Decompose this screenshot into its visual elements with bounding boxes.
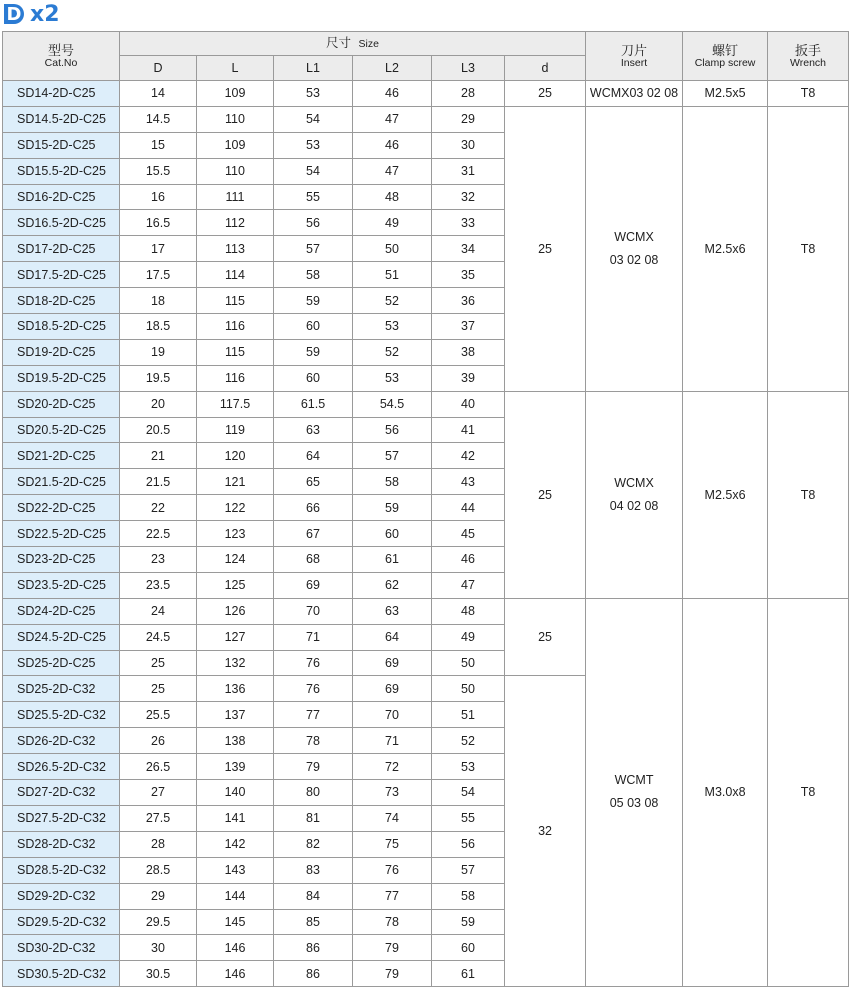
cell-cat-no: SD14-2D-C25 (3, 81, 120, 107)
cell-d: 26.5 (120, 754, 197, 780)
cell-l: 116 (197, 365, 274, 391)
cell-l2: 78 (353, 909, 432, 935)
cell-l: 117.5 (197, 391, 274, 417)
cell-cat-no: SD28-2D-C32 (3, 831, 120, 857)
cell-l3: 52 (432, 728, 505, 754)
cell-l1: 55 (274, 184, 353, 210)
cell-l: 126 (197, 598, 274, 624)
cell-l: 124 (197, 547, 274, 573)
cell-insert (586, 598, 683, 986)
header-clamp-screw: 螺钉 Clamp screw (683, 32, 768, 81)
cell-l3: 32 (432, 184, 505, 210)
page-title (4, 0, 60, 28)
cell-d: 14.5 (120, 106, 197, 132)
cell-cat-no: SD20.5-2D-C25 (3, 417, 120, 443)
cell-l1: 53 (274, 132, 353, 158)
cell-l: 136 (197, 676, 274, 702)
cell-l: 138 (197, 728, 274, 754)
cell-l2: 73 (353, 780, 432, 806)
cell-d: 20 (120, 391, 197, 417)
cell-l2: 76 (353, 857, 432, 883)
cell-d: 28.5 (120, 857, 197, 883)
cell-l1: 58 (274, 262, 353, 288)
cell-l3: 40 (432, 391, 505, 417)
cell-l2: 47 (353, 106, 432, 132)
cell-shank-d: 25 (505, 106, 586, 391)
cell-d: 15 (120, 132, 197, 158)
cell-wrench: T8 (768, 106, 849, 391)
cell-l3: 34 (432, 236, 505, 262)
cell-d: 29.5 (120, 909, 197, 935)
header-size: 尺寸 Size (120, 32, 586, 56)
cell-l1: 60 (274, 365, 353, 391)
cell-l: 116 (197, 314, 274, 340)
cell-l: 137 (197, 702, 274, 728)
cell-d: 23.5 (120, 572, 197, 598)
cell-clamp-screw: M2.5x6 (683, 106, 768, 391)
spec-table (2, 31, 849, 987)
cell-cat-no: SD16-2D-C25 (3, 184, 120, 210)
cell-cat-no: SD21-2D-C25 (3, 443, 120, 469)
cell-l: 114 (197, 262, 274, 288)
cell-d: 26 (120, 728, 197, 754)
cell-l2: 79 (353, 935, 432, 961)
cell-l3: 46 (432, 547, 505, 573)
cell-cat-no: SD22-2D-C25 (3, 495, 120, 521)
title-letter-badge: D (4, 4, 24, 24)
cell-l2: 46 (353, 132, 432, 158)
cell-insert (586, 106, 683, 391)
cell-l2: 63 (353, 598, 432, 624)
cell-l1: 54 (274, 158, 353, 184)
cell-l: 113 (197, 236, 274, 262)
cell-l2: 58 (353, 469, 432, 495)
table-body (3, 81, 849, 987)
header-wrench: 扳手 Wrench (768, 32, 849, 81)
insert-code-line: WCMT (614, 773, 654, 788)
cell-l3: 38 (432, 339, 505, 365)
cell-l2: 69 (353, 676, 432, 702)
cell-l2: 79 (353, 961, 432, 987)
cell-cat-no: SD19-2D-C25 (3, 339, 120, 365)
cell-l2: 60 (353, 521, 432, 547)
cell-cat-no: SD17.5-2D-C25 (3, 262, 120, 288)
cell-l: 132 (197, 650, 274, 676)
cell-l3: 35 (432, 262, 505, 288)
cell-l2: 53 (353, 314, 432, 340)
cell-l3: 44 (432, 495, 505, 521)
cell-cat-no: SD27.5-2D-C32 (3, 805, 120, 831)
cell-l1: 56 (274, 210, 353, 236)
header-col-l1: L1 (274, 56, 353, 81)
cell-insert (586, 391, 683, 598)
cell-cat-no: SD26-2D-C32 (3, 728, 120, 754)
cell-l3: 61 (432, 961, 505, 987)
cell-l: 109 (197, 132, 274, 158)
insert-code-line: WCMX03 02 08 (589, 85, 679, 100)
cell-l3: 60 (432, 935, 505, 961)
cell-l2: 46 (353, 81, 432, 107)
cell-d: 18.5 (120, 314, 197, 340)
cell-l1: 81 (274, 805, 353, 831)
cell-l3: 58 (432, 883, 505, 909)
cell-shank-d: 32 (505, 676, 586, 987)
cell-l3: 31 (432, 158, 505, 184)
cell-l3: 43 (432, 469, 505, 495)
cell-cat-no: SD30.5-2D-C32 (3, 961, 120, 987)
insert-code-line: 05 03 08 (609, 796, 659, 811)
cell-cat-no: SD15.5-2D-C25 (3, 158, 120, 184)
cell-l2: 51 (353, 262, 432, 288)
cell-l2: 49 (353, 210, 432, 236)
cell-l3: 57 (432, 857, 505, 883)
cell-d: 19 (120, 339, 197, 365)
cell-l1: 61.5 (274, 391, 353, 417)
cell-l1: 60 (274, 314, 353, 340)
cell-l3: 50 (432, 650, 505, 676)
cell-d: 21 (120, 443, 197, 469)
cell-l2: 69 (353, 650, 432, 676)
cell-cat-no: SD15-2D-C25 (3, 132, 120, 158)
cell-d: 16.5 (120, 210, 197, 236)
cell-l3: 41 (432, 417, 505, 443)
cell-l: 127 (197, 624, 274, 650)
cell-shank-d: 25 (505, 81, 586, 107)
cell-l1: 86 (274, 961, 353, 987)
cell-l2: 77 (353, 883, 432, 909)
cell-insert (586, 81, 683, 107)
cell-l: 110 (197, 106, 274, 132)
cell-l3: 53 (432, 754, 505, 780)
header-col-l: L (197, 56, 274, 81)
cell-l1: 76 (274, 650, 353, 676)
cell-l: 146 (197, 961, 274, 987)
cell-l1: 84 (274, 883, 353, 909)
cell-cat-no: SD24.5-2D-C25 (3, 624, 120, 650)
cell-l: 140 (197, 780, 274, 806)
cell-l: 110 (197, 158, 274, 184)
cell-cat-no: SD27-2D-C32 (3, 780, 120, 806)
cell-l: 144 (197, 883, 274, 909)
cell-cat-no: SD16.5-2D-C25 (3, 210, 120, 236)
cell-l2: 62 (353, 572, 432, 598)
table-row (3, 106, 849, 132)
cell-d: 29 (120, 883, 197, 909)
cell-l3: 30 (432, 132, 505, 158)
cell-d: 30 (120, 935, 197, 961)
cell-l2: 71 (353, 728, 432, 754)
cell-l1: 69 (274, 572, 353, 598)
cell-d: 16 (120, 184, 197, 210)
cell-l1: 83 (274, 857, 353, 883)
cell-wrench: T8 (768, 81, 849, 107)
cell-l2: 54.5 (353, 391, 432, 417)
cell-l2: 74 (353, 805, 432, 831)
cell-cat-no: SD18.5-2D-C25 (3, 314, 120, 340)
cell-l3: 54 (432, 780, 505, 806)
cell-l1: 57 (274, 236, 353, 262)
cell-l: 119 (197, 417, 274, 443)
cell-l1: 68 (274, 547, 353, 573)
cell-cat-no: SD26.5-2D-C32 (3, 754, 120, 780)
cell-l2: 50 (353, 236, 432, 262)
cell-d: 14 (120, 81, 197, 107)
cell-d: 20.5 (120, 417, 197, 443)
cell-d: 18 (120, 288, 197, 314)
cell-cat-no: SD14.5-2D-C25 (3, 106, 120, 132)
cell-l2: 61 (353, 547, 432, 573)
cell-cat-no: SD29.5-2D-C32 (3, 909, 120, 935)
header-col-l2: L2 (353, 56, 432, 81)
cell-d: 17.5 (120, 262, 197, 288)
cell-l2: 48 (353, 184, 432, 210)
cell-cat-no: SD20-2D-C25 (3, 391, 120, 417)
cell-d: 24 (120, 598, 197, 624)
cell-l: 139 (197, 754, 274, 780)
header-col-d-large: D (120, 56, 197, 81)
cell-l1: 79 (274, 754, 353, 780)
cell-l: 121 (197, 469, 274, 495)
cell-l3: 37 (432, 314, 505, 340)
cell-l2: 70 (353, 702, 432, 728)
cell-l1: 86 (274, 935, 353, 961)
cell-l3: 29 (432, 106, 505, 132)
header-cat-no: 型号 Cat.No (3, 32, 120, 81)
cell-d: 25 (120, 650, 197, 676)
cell-cat-no: SD19.5-2D-C25 (3, 365, 120, 391)
cell-l: 112 (197, 210, 274, 236)
header-insert: 刀片 Insert (586, 32, 683, 81)
cell-l1: 66 (274, 495, 353, 521)
cell-l: 115 (197, 339, 274, 365)
cell-l: 115 (197, 288, 274, 314)
cell-l1: 54 (274, 106, 353, 132)
cell-l2: 75 (353, 831, 432, 857)
cell-l1: 82 (274, 831, 353, 857)
cell-l3: 39 (432, 365, 505, 391)
cell-l1: 59 (274, 339, 353, 365)
cell-l2: 56 (353, 417, 432, 443)
cell-l1: 65 (274, 469, 353, 495)
header-col-l3: L3 (432, 56, 505, 81)
cell-l2: 47 (353, 158, 432, 184)
cell-cat-no: SD18-2D-C25 (3, 288, 120, 314)
cell-cat-no: SD28.5-2D-C32 (3, 857, 120, 883)
cell-l: 125 (197, 572, 274, 598)
cell-l3: 45 (432, 521, 505, 547)
cell-l3: 48 (432, 598, 505, 624)
cell-l1: 85 (274, 909, 353, 935)
cell-cat-no: SD25.5-2D-C32 (3, 702, 120, 728)
cell-wrench: T8 (768, 598, 849, 986)
cell-l2: 59 (353, 495, 432, 521)
cell-l3: 42 (432, 443, 505, 469)
cell-cat-no: SD22.5-2D-C25 (3, 521, 120, 547)
cell-cat-no: SD21.5-2D-C25 (3, 469, 120, 495)
cell-l: 111 (197, 184, 274, 210)
cell-cat-no: SD23.5-2D-C25 (3, 572, 120, 598)
cell-l: 109 (197, 81, 274, 107)
cell-l2: 64 (353, 624, 432, 650)
cell-cat-no: SD24-2D-C25 (3, 598, 120, 624)
cell-clamp-screw: M2.5x5 (683, 81, 768, 107)
cell-l: 146 (197, 935, 274, 961)
cell-l1: 76 (274, 676, 353, 702)
cell-l1: 63 (274, 417, 353, 443)
cell-d: 21.5 (120, 469, 197, 495)
cell-l3: 49 (432, 624, 505, 650)
cell-d: 24.5 (120, 624, 197, 650)
cell-l3: 33 (432, 210, 505, 236)
cell-l: 143 (197, 857, 274, 883)
cell-l3: 59 (432, 909, 505, 935)
cell-l3: 36 (432, 288, 505, 314)
insert-code-line: 03 02 08 (609, 252, 659, 267)
cell-l: 142 (197, 831, 274, 857)
cell-d: 19.5 (120, 365, 197, 391)
cell-l2: 52 (353, 339, 432, 365)
cell-d: 22.5 (120, 521, 197, 547)
table-row (3, 391, 849, 417)
cell-l1: 80 (274, 780, 353, 806)
cell-l: 122 (197, 495, 274, 521)
cell-d: 30.5 (120, 961, 197, 987)
cell-cat-no: SD25-2D-C25 (3, 650, 120, 676)
cell-d: 22 (120, 495, 197, 521)
cell-cat-no: SD23-2D-C25 (3, 547, 120, 573)
cell-l3: 56 (432, 831, 505, 857)
cell-l3: 47 (432, 572, 505, 598)
cell-cat-no: SD17-2D-C25 (3, 236, 120, 262)
table-row (3, 598, 849, 624)
cell-l: 120 (197, 443, 274, 469)
cell-l: 123 (197, 521, 274, 547)
cell-d: 27.5 (120, 805, 197, 831)
cell-l2: 52 (353, 288, 432, 314)
cell-l3: 28 (432, 81, 505, 107)
cell-d: 15.5 (120, 158, 197, 184)
cell-shank-d: 25 (505, 598, 586, 676)
cell-l1: 71 (274, 624, 353, 650)
insert-code-line: WCMX (614, 475, 654, 490)
cell-wrench: T8 (768, 391, 849, 598)
cell-l2: 53 (353, 365, 432, 391)
cell-l1: 59 (274, 288, 353, 314)
table-row (3, 81, 849, 107)
cell-l2: 72 (353, 754, 432, 780)
cell-l3: 50 (432, 676, 505, 702)
cell-d: 25.5 (120, 702, 197, 728)
cell-l1: 64 (274, 443, 353, 469)
cell-l1: 78 (274, 728, 353, 754)
cell-l3: 55 (432, 805, 505, 831)
cell-shank-d: 25 (505, 391, 586, 598)
cell-d: 28 (120, 831, 197, 857)
cell-d: 23 (120, 547, 197, 573)
cell-l2: 57 (353, 443, 432, 469)
cell-l1: 67 (274, 521, 353, 547)
insert-code-line: 04 02 08 (609, 498, 659, 513)
cell-l: 145 (197, 909, 274, 935)
cell-d: 27 (120, 780, 197, 806)
cell-l1: 77 (274, 702, 353, 728)
cell-l: 141 (197, 805, 274, 831)
cell-clamp-screw: M3.0x8 (683, 598, 768, 986)
cell-cat-no: SD25-2D-C32 (3, 676, 120, 702)
cell-cat-no: SD29-2D-C32 (3, 883, 120, 909)
cell-cat-no: SD30-2D-C32 (3, 935, 120, 961)
header-col-d-shank: d (505, 56, 586, 81)
cell-l1: 70 (274, 598, 353, 624)
cell-l3: 51 (432, 702, 505, 728)
cell-d: 17 (120, 236, 197, 262)
title-suffix: x2 (30, 1, 60, 27)
insert-code-line: WCMX (614, 229, 654, 244)
cell-l1: 53 (274, 81, 353, 107)
cell-d: 25 (120, 676, 197, 702)
cell-clamp-screw: M2.5x6 (683, 391, 768, 598)
